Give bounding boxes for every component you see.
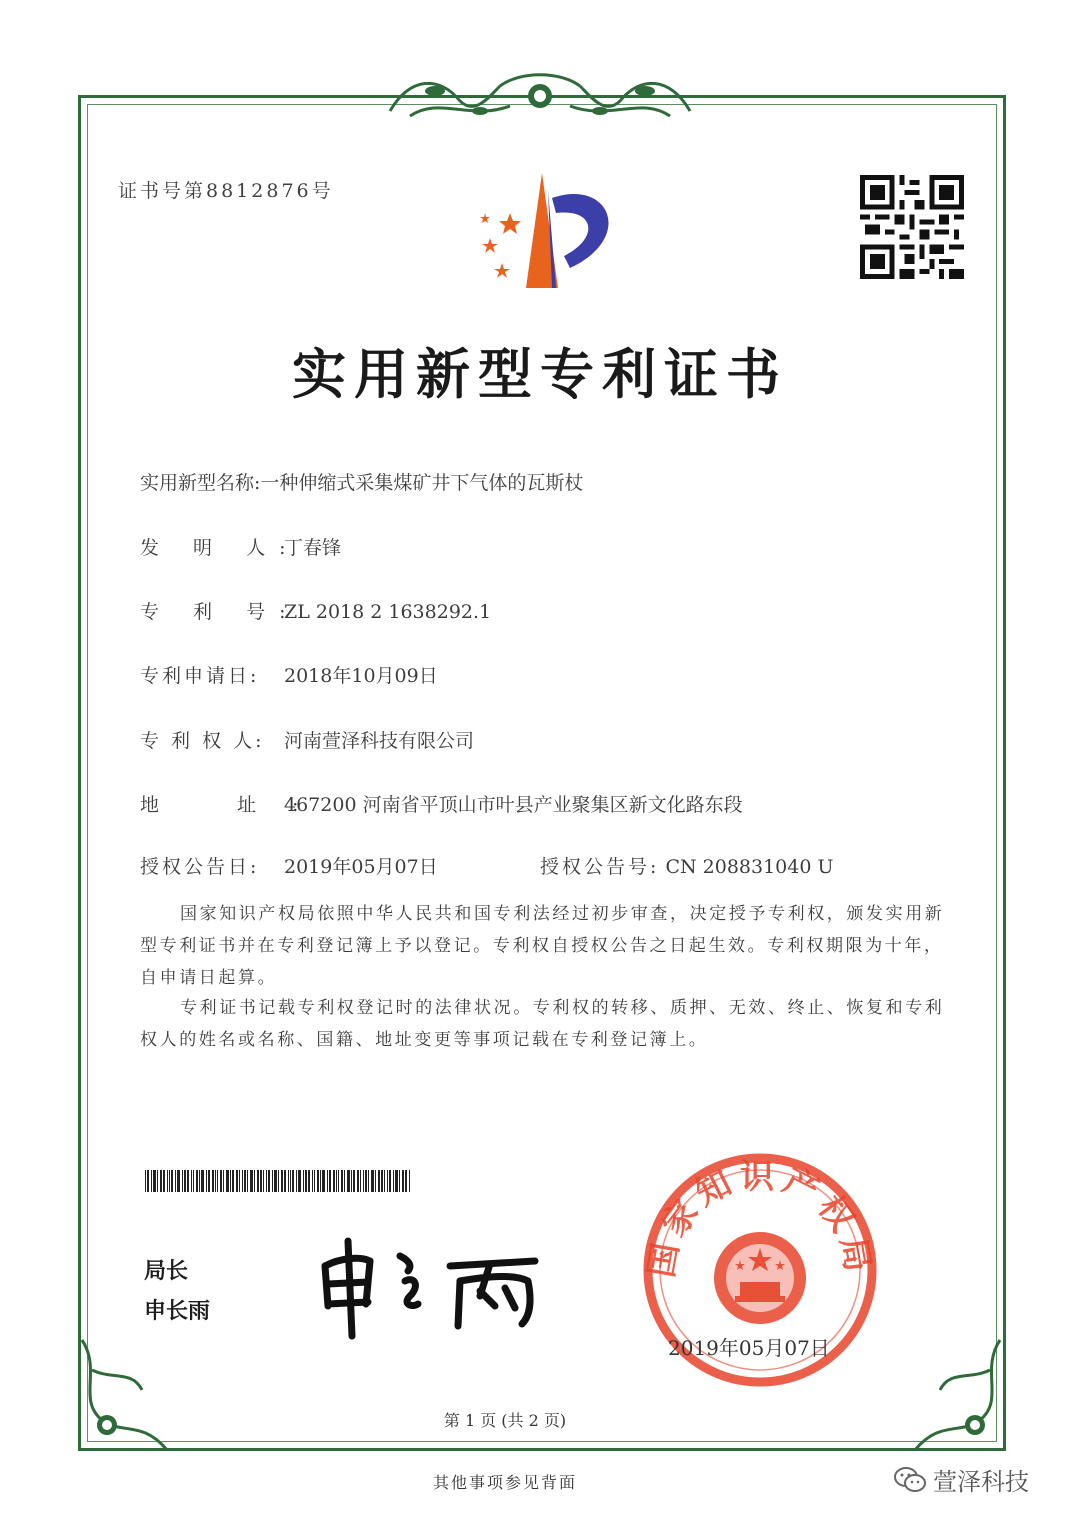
seal-date: 2019年05月07日 [668,1336,830,1360]
inventor-value: 丁春锋 [284,537,342,559]
legal-status-paragraph: 专利证书记载专利权登记时的法律状况。专利权的转移、质押、无效、终止、恢复和专利权人的姓名或名称、国籍、地址变更等事项记载在专利登记簿上。 [140,998,945,1050]
inventor-row [140,533,341,560]
grant-date-label: 授权公告日: [140,856,260,878]
utility-model-name-row [140,468,583,495]
utility-model-name-value: 一种伸缩式采集煤矿井下气体的瓦斯杖 [260,472,584,494]
patent-number-row [140,597,491,624]
address-value: 467200 河南省平顶山市叶县产业聚集区新文化路东段 [284,794,743,816]
bottom-left-ornament [72,1330,182,1460]
patentee-value: 河南萱泽科技有限公司 [284,730,475,752]
patentee-row [140,726,474,753]
utility-model-name-label: 实用新型名称: [140,472,261,494]
application-date-label: 专利申请日: [140,665,260,687]
patent-office-logo [460,168,630,298]
page-number: 第 1 页 (共 2 页) [443,1411,567,1430]
director-title: 局长 [144,1259,189,1284]
application-date-value: 2018年10月09日 [284,665,438,687]
handwritten-signature [300,1226,560,1346]
top-ornament [380,66,700,126]
patentee-label: 专 利 权 人: [140,730,265,752]
seal-text: 国家知识产权局 [641,1157,879,1281]
patent-number-label: 专 利 号: [140,601,300,623]
grant-publication-number-value: CN 208831040 U [665,856,834,878]
grant-date-value: 2019年05月07日 [284,856,438,878]
inventor-label: 发 明 人: [140,537,300,559]
director-name: 申长雨 [144,1299,211,1324]
wechat-account-name: 萱泽科技 [933,1468,1029,1496]
barcode [145,1170,415,1192]
grant-date-row [140,852,438,879]
address-label: 地 址: [140,794,335,816]
grant-publication-number-row [540,852,834,879]
address-row [140,790,743,817]
page-title: 实用新型专利证书 [292,342,788,406]
grant-publication-number-label: 授权公告号: [540,856,660,878]
bottom-right-ornament [900,1330,1010,1460]
wechat-icon [893,1465,927,1495]
certificate-number: 证书号第8812876号 [118,180,334,202]
application-date-row [140,661,438,688]
grant-statement-paragraph: 国家知识产权局依照中华人民共和国专利法经过初步审查，决定授予专利权，颁发实用新型专利证书并在专利登记簿上予以登记。专利权自授权公告之日起生效。专利权期限为十年，自申请日起算。 [140,904,945,988]
back-note: 其他事项参见背面 [432,1473,577,1492]
wechat-watermark [893,1462,1029,1497]
qr-code [860,175,964,279]
patent-number-value: ZL 2018 2 1638292.1 [284,601,492,623]
